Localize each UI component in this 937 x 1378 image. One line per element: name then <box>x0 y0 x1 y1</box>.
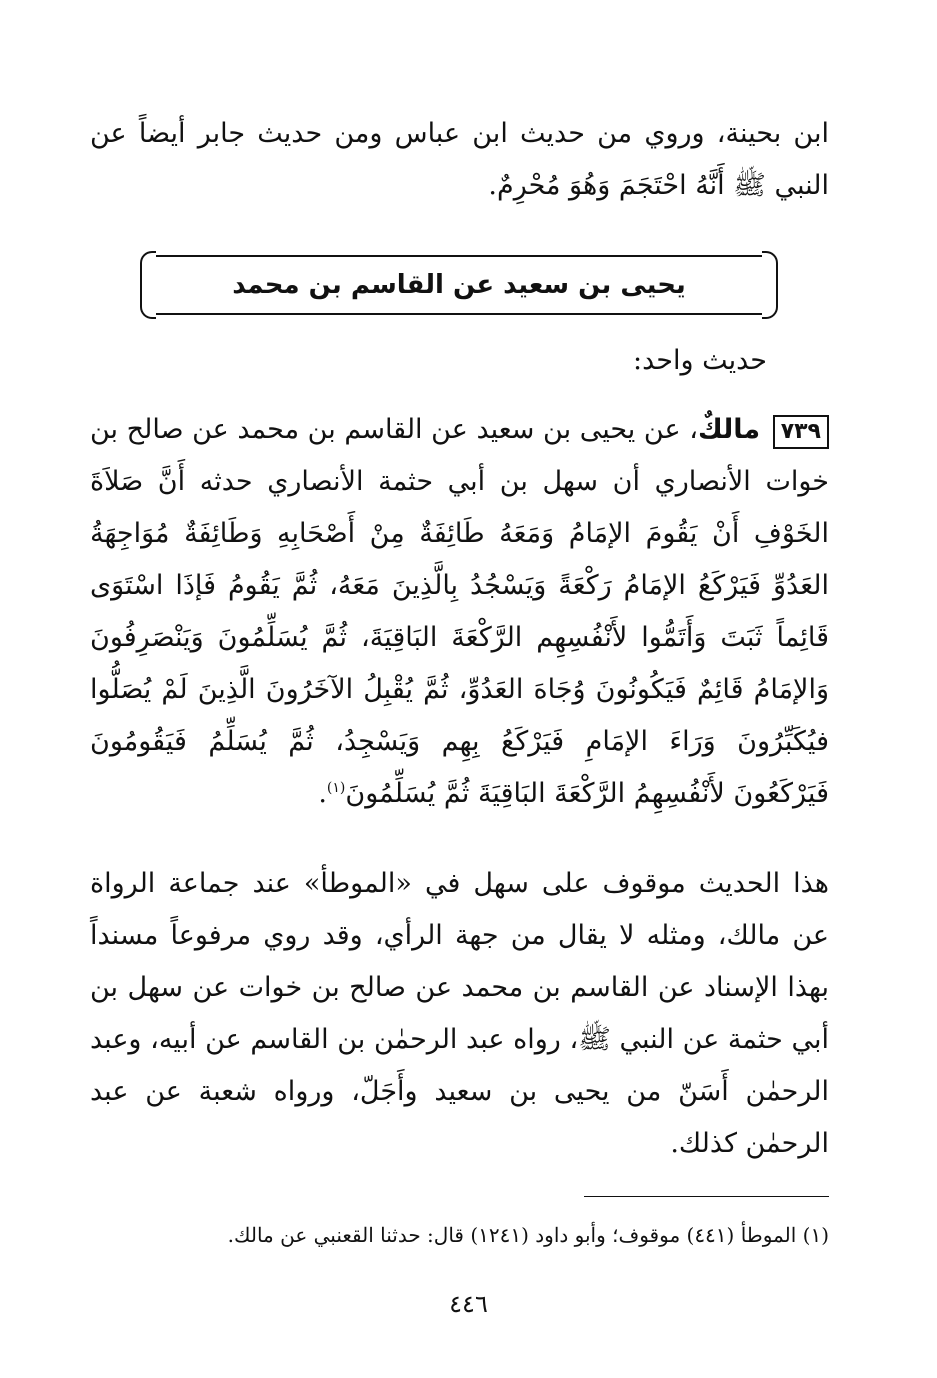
hadith-narrator: مالكٌ <box>697 414 761 445</box>
section-title: يحيى بن سعيد عن القاسم بن محمد <box>232 270 686 300</box>
footnote-mark: (١) <box>326 780 346 796</box>
subheading: حديث واحد: <box>633 345 767 376</box>
footnote: (١) الموطأ (٤٤١) موقوف؛ وأبو داود (١٢٤١) قال: حدثنا القعنبي عن مالك. <box>227 1223 829 1247</box>
section-title-box <box>148 255 770 315</box>
commentary-paragraph: هذا الحديث موقوف على سهل في «الموطأ» عند جماعة الرواة عن مالك، ومثله لا يقال من جهة الرأي، وقد روي مرفوعاً مسنداً بهذا الإسناد عن القاسم بن محمد عن صالح بن خوات عن سهل بن أبي حثمة عن النبي ﷺ، رواه عبد الرحمٰن بن القاسم عن أبيه، وعبد الرحمٰن أَسَنّ من يحيى بن سعيد وأَجَلّ، ورواه شعبة عن عبد الرحمٰن كذلك. <box>90 868 829 1159</box>
top-paragraph: ابن بحينة، وروي من حديث ابن عباس ومن حديث جابر أيضاً عن النبي ﷺ أَنَّهُ احْتَجَمَ وَهُوَ مُحْرِمٌ. <box>90 118 829 201</box>
hadith-paragraph <box>90 404 829 820</box>
hadith-end: . <box>318 778 327 809</box>
hadith-text: ، عن يحيى بن سعيد عن القاسم بن محمد عن صالح بن خوات الأنصاري أن سهل بن أبي حثمة الأنصاري حدثه أَنَّ صَلاَةَ الخَوْفِ أَنْ يَقُومَ الإمَامُ وَمَعَهُ طَائِفَةٌ مِنْ أَصْحَابِهِ وَطَائِفَةٌ مُوَاجِهَةُ العَدُوِّ فَيَرْكَعُ الإمَامُ رَكْعَةً وَيَسْجُدُ بِالَّذِينَ مَعَهُ، ثُمَّ يَقُومُ فَإذَا اسْتَوَى قَائِماً ثَبَتَ وَأَتَمُّوا لأَنْفُسِهِم الرَّكْعَةَ البَاقِيَةَ، ثُمَّ يُسَلِّمُونَ وَيَنْصَرِفُونَ وَالإمَامُ قَائِمٌ فَيَكُونُونَ وُجَاهَ العَدُوِّ، ثُمَّ يُقْبِلُ الآخَرُونَ الَّذِينَ لَمْ يُصَلُّوا فيُكَبِّرُونَ وَرَاءَ الإمَامِ فَيَرْكَعُ بِهِم وَيَسْجِدُ، ثُمَّ يُسَلِّمُ فَيَقُومُونَ فَيَرْكَعُونَ لأَنْفُسِهِمُ الرَّكْعَةَ البَاقِيَةَ ثُمَّ يُسَلِّمُونَ <box>90 414 829 809</box>
hadith-number: ٧٣٩ <box>773 415 829 449</box>
footnote-divider <box>584 1196 829 1197</box>
page-number: ٤٤٦ <box>449 1290 488 1318</box>
